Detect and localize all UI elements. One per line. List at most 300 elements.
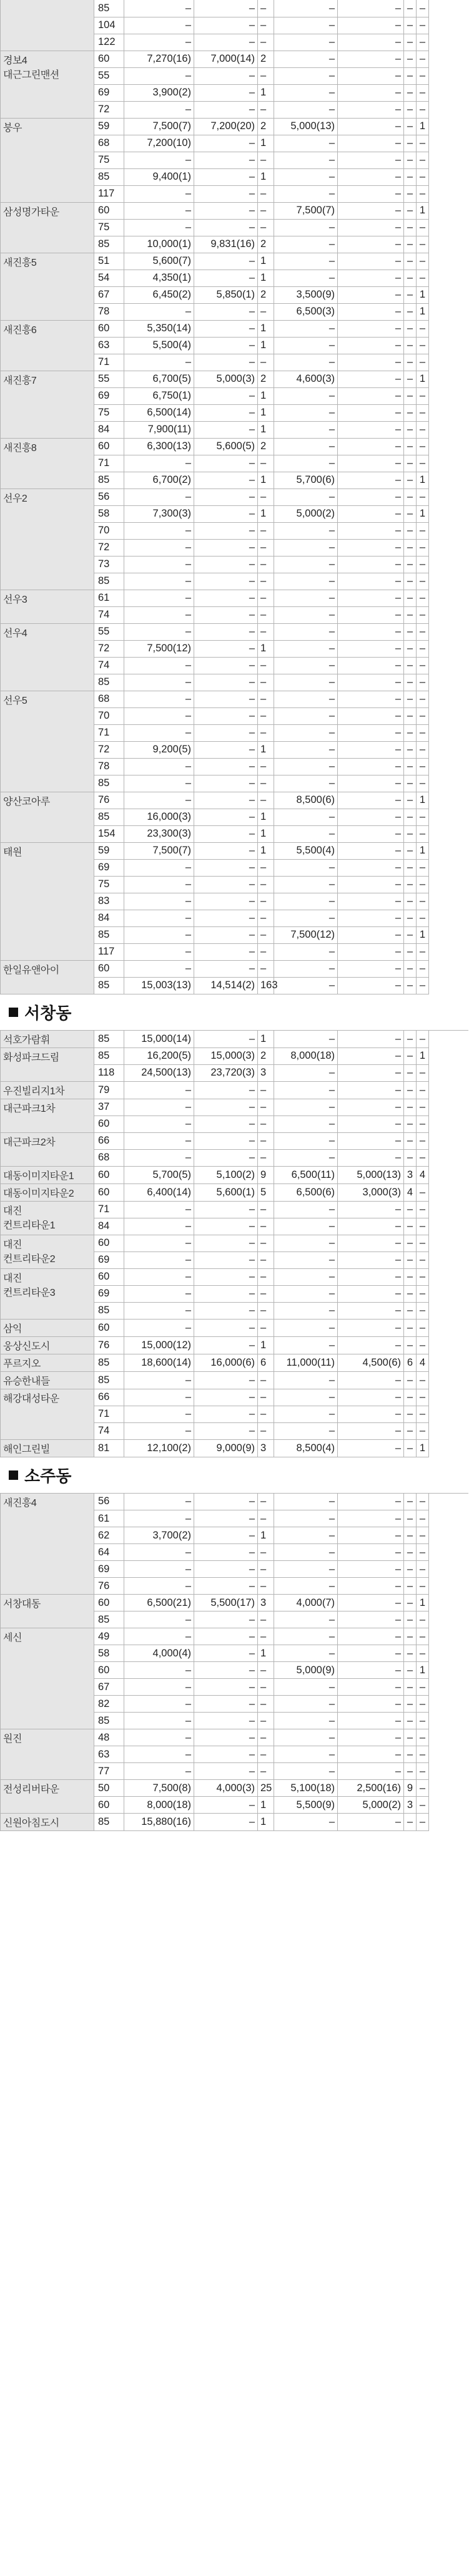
trade-price-2-cell: – <box>194 943 258 960</box>
trade-price-cell: – <box>124 960 194 977</box>
lease-count-cell: – <box>404 438 417 455</box>
trade-price-2-cell: – <box>194 842 258 859</box>
lease-price-2-cell: – <box>338 960 404 977</box>
size-cell: 69 <box>94 859 124 876</box>
padding-cell <box>429 1406 469 1422</box>
size-cell: 85 <box>94 236 124 253</box>
trade-price-2-cell: – <box>194 1645 258 1662</box>
lease-count-cell: 3 <box>404 1797 417 1814</box>
size-cell: 76 <box>94 1578 124 1595</box>
padding-cell <box>429 1285 469 1302</box>
trade-count-cell: – <box>258 522 274 539</box>
trade-price-2-cell: – <box>194 792 258 809</box>
trade-count-cell: – <box>258 943 274 960</box>
size-cell: 73 <box>94 556 124 573</box>
trade-count-cell: 1 <box>258 1645 274 1662</box>
rent-count-cell: – <box>417 1578 429 1595</box>
trade-price-2-cell: – <box>194 1389 258 1406</box>
rent-count-cell: – <box>417 623 429 640</box>
trade-price-cell: – <box>124 1662 194 1679</box>
complex-name-cell <box>1 320 94 371</box>
lease-count-cell: – <box>404 859 417 876</box>
lease-price-2-cell: – <box>338 387 404 404</box>
lease-price-2-cell: – <box>338 488 404 505</box>
padding-cell <box>429 590 469 606</box>
lease-price-2-cell: – <box>338 1662 404 1679</box>
trade-price-cell: – <box>124 1611 194 1628</box>
rent-count-cell: – <box>417 960 429 977</box>
trade-count-cell: – <box>258 573 274 590</box>
trade-price-2-cell: – <box>194 270 258 286</box>
trade-price-2-cell: – <box>194 1611 258 1628</box>
lease-price-cell: – <box>274 152 338 168</box>
trade-count-cell: – <box>258 691 274 707</box>
padding-cell <box>429 455 469 472</box>
padding-cell <box>429 1510 469 1527</box>
complex-name: 컨트리타운1 <box>3 1220 56 1231</box>
trade-price-cell: – <box>124 354 194 371</box>
padding-cell <box>429 876 469 893</box>
rent-count-cell: – <box>417 809 429 825</box>
lease-price-2-cell: – <box>338 573 404 590</box>
lease-price-2-cell: – <box>338 977 404 994</box>
lease-price-cell: 3,500(9) <box>274 286 338 303</box>
lease-count-cell: 9 <box>404 1780 417 1797</box>
lease-count-cell: – <box>404 943 417 960</box>
complex-name-cell <box>1 253 94 320</box>
size-cell: 85 <box>94 1371 124 1389</box>
lease-count-cell: – <box>404 1494 417 1510</box>
table-row <box>1 1354 469 1371</box>
lease-price-2-cell: – <box>338 707 404 724</box>
lease-price-cell: – <box>274 0 338 17</box>
padding-cell <box>429 404 469 421</box>
lease-price-cell: – <box>274 236 338 253</box>
padding-cell <box>429 522 469 539</box>
trade-price-2-cell: 9,000(9) <box>194 1439 258 1457</box>
trade-price-2-cell: – <box>194 573 258 590</box>
trade-price-2-cell: – <box>194 1319 258 1336</box>
trade-price-2-cell: – <box>194 404 258 421</box>
trade-price-2-cell: 5,600(1) <box>194 1184 258 1201</box>
rent-count-cell: – <box>417 101 429 118</box>
complex-name: 전성리버타운 <box>3 1784 59 1795</box>
trade-count-cell: – <box>258 1611 274 1628</box>
padding-cell <box>429 253 469 270</box>
complex-name-cell <box>1 1099 94 1132</box>
lease-price-2-cell: – <box>338 34 404 51</box>
lease-price-2-cell: – <box>338 1679 404 1696</box>
rent-count-cell: – <box>417 556 429 573</box>
lease-count-cell: – <box>404 1149 417 1166</box>
rent-count-cell: – <box>417 1406 429 1422</box>
lease-price-2-cell: – <box>338 1611 404 1628</box>
lease-count-cell: 6 <box>404 1354 417 1371</box>
size-cell: 67 <box>94 1679 124 1696</box>
complex-name-cell <box>1 1047 94 1081</box>
complex-name-cell <box>1 1081 94 1099</box>
trade-count-cell: – <box>258 1422 274 1439</box>
lease-price-2-cell: – <box>338 1201 404 1218</box>
rent-count-cell: – <box>417 135 429 152</box>
lease-price-cell: – <box>274 1302 338 1319</box>
trade-price-cell: 15,003(13) <box>124 977 194 994</box>
rent-count-cell: – <box>417 17 429 34</box>
size-cell: 85 <box>94 168 124 185</box>
trade-price-2-cell: – <box>194 1031 258 1048</box>
trade-price-cell: – <box>124 185 194 202</box>
complex-name: 대동이미지타운2 <box>3 1188 74 1199</box>
complex-name: 대근파크2차 <box>3 1137 56 1148</box>
rent-count-cell: – <box>417 1371 429 1389</box>
padding-cell <box>429 691 469 707</box>
lease-price-2-cell: – <box>338 1336 404 1354</box>
trade-price-cell: – <box>124 792 194 809</box>
lease-price-2-cell: – <box>338 1696 404 1713</box>
lease-price-cell: – <box>274 893 338 910</box>
trade-count-cell: – <box>258 1099 274 1115</box>
trade-price-2-cell: – <box>194 893 258 910</box>
complex-name-cell <box>1 1354 94 1371</box>
lease-count-cell: – <box>404 960 417 977</box>
padding-cell <box>429 1132 469 1149</box>
trade-count-cell: – <box>258 926 274 943</box>
trade-price-cell: – <box>124 0 194 17</box>
trade-price-2-cell: 23,720(3) <box>194 1064 258 1081</box>
lease-price-cell: 8,500(6) <box>274 792 338 809</box>
complex-name: 새진흥5 <box>3 257 37 268</box>
trade-price-2-cell: 7,000(14) <box>194 51 258 67</box>
lease-price-cell: – <box>274 84 338 101</box>
trade-price-2-cell: – <box>194 1268 258 1285</box>
trade-price-2-cell: – <box>194 455 258 472</box>
lease-price-2-cell: – <box>338 640 404 657</box>
table-row <box>1 842 469 859</box>
size-cell: 70 <box>94 522 124 539</box>
lease-price-2-cell: – <box>338 1544 404 1561</box>
size-cell: 122 <box>94 34 124 51</box>
rent-count-cell: 1 <box>417 286 429 303</box>
trade-price-cell: – <box>124 606 194 623</box>
lease-price-cell: 5,000(2) <box>274 505 338 522</box>
lease-count-cell: – <box>404 1302 417 1319</box>
padding-cell <box>429 1544 469 1561</box>
lease-price-cell: – <box>274 1336 338 1354</box>
rent-count-cell: – <box>417 1510 429 1527</box>
rent-count-cell: – <box>417 1201 429 1218</box>
trade-price-2-cell: – <box>194 1696 258 1713</box>
complex-name: 선우5 <box>3 695 27 706</box>
trade-count-cell: 1 <box>258 337 274 354</box>
padding-cell <box>429 825 469 842</box>
lease-count-cell: – <box>404 1081 417 1099</box>
lease-price-2-cell: – <box>338 1439 404 1457</box>
size-cell: 60 <box>94 438 124 455</box>
size-cell: 74 <box>94 1422 124 1439</box>
lease-count-cell: – <box>404 253 417 270</box>
lease-price-cell: – <box>274 1729 338 1746</box>
rent-count-cell: – <box>417 1713 429 1729</box>
trade-price-cell: – <box>124 1371 194 1389</box>
trade-count-cell: 1 <box>258 387 274 404</box>
padding-cell <box>429 1763 469 1780</box>
lease-price-cell: 8,000(18) <box>274 1047 338 1064</box>
lease-price-cell: – <box>274 1527 338 1544</box>
lease-price-cell: 8,500(4) <box>274 1439 338 1457</box>
table-row <box>1 1389 469 1406</box>
lease-count-cell: – <box>404 623 417 640</box>
size-cell: 85 <box>94 977 124 994</box>
lease-price-2-cell: – <box>338 1561 404 1578</box>
trade-count-cell: – <box>258 606 274 623</box>
lease-price-cell: – <box>274 1494 338 1510</box>
trade-price-2-cell: – <box>194 876 258 893</box>
padding-cell <box>429 1628 469 1645</box>
complex-name-cell <box>1 1595 94 1628</box>
trade-price-cell: 6,400(14) <box>124 1184 194 1201</box>
padding-cell <box>429 1268 469 1285</box>
padding-cell <box>429 101 469 118</box>
lease-price-cell: – <box>274 556 338 573</box>
padding-cell <box>429 1081 469 1099</box>
lease-price-cell: – <box>274 1285 338 1302</box>
lease-count-cell: – <box>404 1336 417 1354</box>
size-cell: 59 <box>94 118 124 135</box>
rent-count-cell: – <box>417 67 429 84</box>
trade-count-cell: 2 <box>258 371 274 387</box>
lease-price-2-cell: 5,000(13) <box>338 1166 404 1184</box>
rent-count-cell: – <box>417 522 429 539</box>
trade-price-cell: – <box>124 488 194 505</box>
table-row <box>1 590 469 606</box>
size-cell: 59 <box>94 842 124 859</box>
lease-price-cell: – <box>274 135 338 152</box>
trade-price-2-cell: – <box>194 539 258 556</box>
rent-count-cell: – <box>417 674 429 691</box>
trade-count-cell: 9 <box>258 1166 274 1184</box>
rent-count-cell: – <box>417 1797 429 1814</box>
trade-count-cell: – <box>258 707 274 724</box>
lease-price-cell: – <box>274 590 338 606</box>
trade-price-cell: – <box>124 1713 194 1729</box>
lease-price-2-cell: – <box>338 691 404 707</box>
lease-price-2-cell: – <box>338 438 404 455</box>
lease-price-cell: – <box>274 168 338 185</box>
lease-price-2-cell: – <box>338 1510 404 1527</box>
trade-count-cell: – <box>258 1696 274 1713</box>
lease-count-cell: – <box>404 118 417 135</box>
lease-price-cell: – <box>274 691 338 707</box>
padding-cell <box>429 1371 469 1389</box>
complex-name-cell <box>1 842 94 960</box>
complex-name: 컨트리타운3 <box>3 1287 56 1298</box>
trade-price-cell: – <box>124 1115 194 1132</box>
trade-price-cell: – <box>124 657 194 674</box>
size-cell: 69 <box>94 1285 124 1302</box>
size-cell: 75 <box>94 876 124 893</box>
trade-price-2-cell: – <box>194 724 258 741</box>
padding-cell <box>429 1729 469 1746</box>
trade-count-cell: 2 <box>258 1047 274 1064</box>
padding-cell <box>429 1696 469 1713</box>
trade-price-cell: – <box>124 1696 194 1713</box>
complex-name: 석호가람휘 <box>3 1034 50 1046</box>
complex-name-cell <box>1 1201 94 1235</box>
trade-price-2-cell: – <box>194 1510 258 1527</box>
lease-price-2-cell: – <box>338 118 404 135</box>
lease-price-cell: – <box>274 387 338 404</box>
trade-count-cell: 1 <box>258 320 274 337</box>
lease-price-cell: 7,500(12) <box>274 926 338 943</box>
complex-name-cell <box>1 1184 94 1201</box>
trade-price-cell: – <box>124 1218 194 1235</box>
rent-count-cell: – <box>417 1235 429 1252</box>
table-row <box>1 438 469 455</box>
trade-count-cell: – <box>258 1406 274 1422</box>
table-row <box>1 488 469 505</box>
trade-count-cell: 1 <box>258 253 274 270</box>
complex-name: 푸르지오 <box>3 1358 41 1369</box>
lease-price-2-cell: 5,000(2) <box>338 1797 404 1814</box>
padding-cell <box>429 573 469 590</box>
complex-name: 우진빌리지1차 <box>3 1086 65 1097</box>
lease-price-cell: – <box>274 320 338 337</box>
rent-count-cell: – <box>417 236 429 253</box>
complex-name: 삼익 <box>3 1323 22 1334</box>
trade-price-cell: – <box>124 303 194 320</box>
lease-count-cell: – <box>404 101 417 118</box>
trade-price-cell: – <box>124 219 194 236</box>
trade-count-cell: 3 <box>258 1595 274 1611</box>
complex-name: 화성파크드림 <box>3 1052 59 1063</box>
size-cell: 85 <box>94 573 124 590</box>
lease-price-cell: – <box>274 775 338 792</box>
lease-price-2-cell: – <box>338 876 404 893</box>
trade-price-cell: 3,900(2) <box>124 84 194 101</box>
lease-count-cell: – <box>404 34 417 51</box>
lease-price-cell: – <box>274 522 338 539</box>
trade-price-2-cell: 15,000(3) <box>194 1047 258 1064</box>
lease-price-2-cell: – <box>338 1047 404 1064</box>
trade-count-cell: – <box>258 1544 274 1561</box>
trade-price-cell: 6,450(2) <box>124 286 194 303</box>
trade-price-cell: 4,350(1) <box>124 270 194 286</box>
trade-price-2-cell: – <box>194 707 258 724</box>
trade-price-2-cell: – <box>194 488 258 505</box>
lease-count-cell: – <box>404 371 417 387</box>
padding-cell <box>429 135 469 152</box>
size-cell: 84 <box>94 910 124 926</box>
trade-price-2-cell: – <box>194 1797 258 1814</box>
rent-count-cell: – <box>417 455 429 472</box>
lease-count-cell: – <box>404 1578 417 1595</box>
lease-price-2-cell: – <box>338 556 404 573</box>
lease-price-cell: 6,500(3) <box>274 303 338 320</box>
trade-price-cell: – <box>124 522 194 539</box>
trade-price-cell: – <box>124 573 194 590</box>
padding-cell <box>429 1578 469 1595</box>
size-cell: 50 <box>94 1780 124 1797</box>
rent-count-cell: – <box>417 253 429 270</box>
trade-count-cell: 25 <box>258 1780 274 1797</box>
trade-count-cell: – <box>258 219 274 236</box>
rent-count-cell: – <box>417 910 429 926</box>
trade-count-cell: – <box>258 775 274 792</box>
lease-price-cell: 7,500(7) <box>274 202 338 219</box>
complex-name: 붕우 <box>3 122 22 134</box>
padding-cell <box>429 741 469 758</box>
trade-price-cell: – <box>124 455 194 472</box>
lease-count-cell: – <box>404 488 417 505</box>
trade-count-cell: – <box>258 590 274 606</box>
lease-price-cell: – <box>274 1645 338 1662</box>
rent-count-cell: 1 <box>417 1662 429 1679</box>
complex-name-cell <box>1 202 94 253</box>
lease-price-cell: 5,000(9) <box>274 1662 338 1679</box>
table-row <box>1 1729 469 1746</box>
lease-price-cell: – <box>274 1252 338 1268</box>
trade-count-cell: – <box>258 1319 274 1336</box>
lease-price-2-cell: – <box>338 253 404 270</box>
trade-count-cell: – <box>258 1285 274 1302</box>
lease-price-cell: – <box>274 1578 338 1595</box>
table-row <box>1 623 469 640</box>
trade-count-cell: – <box>258 910 274 926</box>
size-cell: 84 <box>94 421 124 438</box>
trade-price-2-cell: – <box>194 17 258 34</box>
lease-count-cell: – <box>404 1696 417 1713</box>
lease-count-cell: – <box>404 1527 417 1544</box>
size-cell: 76 <box>94 792 124 809</box>
trade-count-cell: 2 <box>258 286 274 303</box>
size-cell: 71 <box>94 354 124 371</box>
trade-count-cell: – <box>258 859 274 876</box>
complex-name: 원진 <box>3 1734 22 1744</box>
lease-price-cell: – <box>274 910 338 926</box>
rent-count-cell: 1 <box>417 371 429 387</box>
size-cell: 60 <box>94 1319 124 1336</box>
lease-count-cell: – <box>404 17 417 34</box>
trade-price-cell: 7,500(7) <box>124 118 194 135</box>
size-cell: 75 <box>94 404 124 421</box>
rent-count-cell: – <box>417 219 429 236</box>
trade-price-2-cell: – <box>194 1763 258 1780</box>
lease-count-cell: – <box>404 1729 417 1746</box>
trade-price-cell: 5,600(7) <box>124 253 194 270</box>
size-cell: 63 <box>94 337 124 354</box>
table-row <box>1 1268 469 1285</box>
complex-name: 세신 <box>3 1633 22 1643</box>
size-cell: 75 <box>94 219 124 236</box>
size-cell: 85 <box>94 1031 124 1048</box>
trade-price-2-cell: – <box>194 1252 258 1268</box>
lease-price-cell: – <box>274 488 338 505</box>
padding-cell <box>429 1679 469 1696</box>
table-row <box>1 253 469 270</box>
lease-count-cell: – <box>404 185 417 202</box>
lease-price-cell: – <box>274 1149 338 1166</box>
size-cell: 74 <box>94 606 124 623</box>
complex-name: 대진 <box>3 1205 22 1217</box>
table-row <box>1 118 469 135</box>
lease-price-cell: 11,000(11) <box>274 1354 338 1371</box>
rent-count-cell: – <box>417 185 429 202</box>
trade-price-cell: – <box>124 623 194 640</box>
lease-count-cell: – <box>404 1595 417 1611</box>
trade-count-cell: – <box>258 101 274 118</box>
rent-count-cell: – <box>417 1218 429 1235</box>
rent-count-cell: 1 <box>417 505 429 522</box>
